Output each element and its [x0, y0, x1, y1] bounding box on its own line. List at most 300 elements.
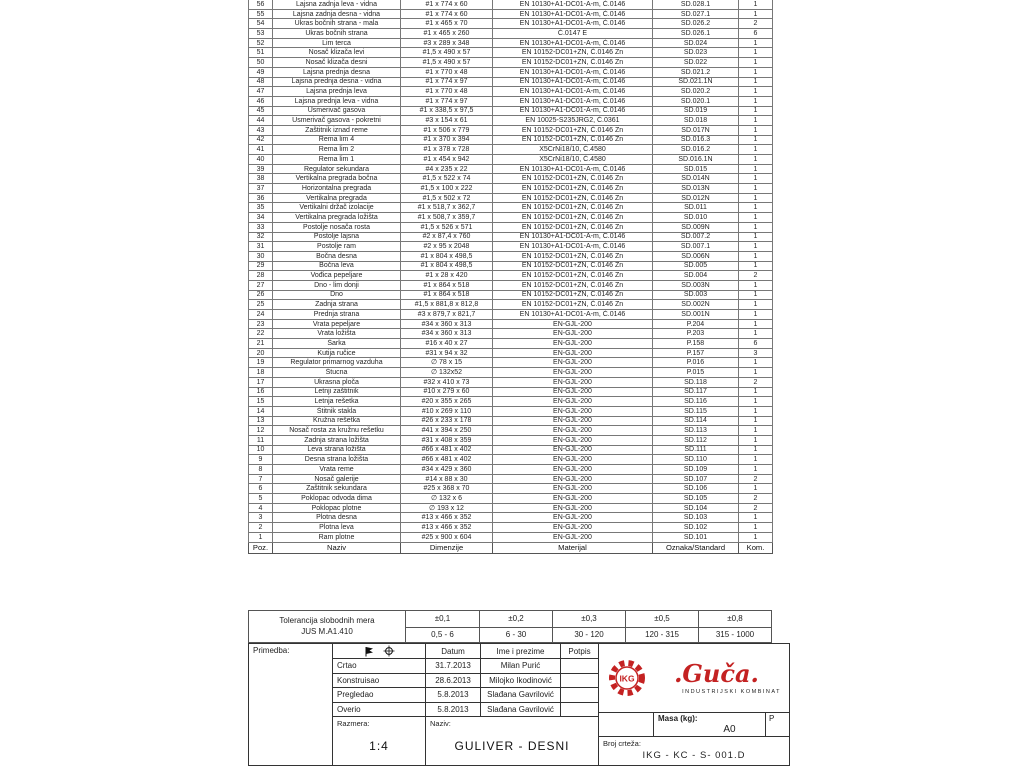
table-cell: EN-GJL-200: [493, 532, 653, 542]
table-cell: 51: [249, 48, 273, 58]
table-cell: 8: [249, 465, 273, 475]
table-cell: Lajsna prednja desna - vidna: [273, 77, 401, 87]
table-cell: 1: [739, 300, 773, 310]
table-cell: 41: [249, 145, 273, 155]
tolerance-block: [248, 610, 772, 643]
table-cell: 28: [249, 271, 273, 281]
table-cell: SD.007.1: [653, 242, 739, 252]
table-cell: #1 x 804 x 498,5: [401, 261, 493, 271]
table-cell: #13 x 466 x 352: [401, 513, 493, 523]
table-cell: Štitnik stakla: [273, 406, 401, 416]
broj-crteza-label: Broj crteža:: [603, 739, 641, 748]
table-row: [249, 435, 773, 445]
table-cell: 2: [739, 271, 773, 281]
table-cell: SD.110: [653, 455, 739, 465]
table-cell: Vrata reme: [273, 465, 401, 475]
table-cell: EN 10152-DC01+ZN, Č.0146 Zn: [493, 261, 653, 271]
table-cell: 22: [249, 329, 273, 339]
table-cell: Postolje lajsna: [273, 232, 401, 242]
table-cell: #1 x 506 x 779: [401, 125, 493, 135]
table-cell: #31 x 408 x 359: [401, 435, 493, 445]
table-cell: 2: [739, 19, 773, 29]
table-cell: EN 10152-DC01+ZN, Č.0146 Zn: [493, 125, 653, 135]
table-row: [249, 116, 773, 126]
signature-rows: [333, 659, 598, 717]
date-value: 28.6.2013: [426, 674, 481, 688]
masa-label: Masa (kg):: [658, 714, 698, 723]
signature-space: [561, 703, 598, 717]
table-cell: 1: [739, 222, 773, 232]
flag-icon: [364, 646, 375, 657]
table-row: [249, 532, 773, 542]
table-cell: #26 x 233 x 178: [401, 416, 493, 426]
table-row: [249, 87, 773, 97]
table-cell: 2: [249, 523, 273, 533]
table-row: [249, 348, 773, 358]
table-cell: 1: [739, 203, 773, 213]
table-cell: Regulator sekundara: [273, 164, 401, 174]
table-cell: Lajsna prednja desna: [273, 67, 401, 77]
table-cell: Poklopac plotne: [273, 503, 401, 513]
title-block: [248, 643, 790, 766]
table-row: [249, 96, 773, 106]
table-cell: 1: [739, 135, 773, 145]
table-cell: SD.009N: [653, 222, 739, 232]
table-cell: SD.118: [653, 377, 739, 387]
table-cell: 18: [249, 368, 273, 378]
table-cell: EN 10152-DC01+ZN, Č.0146 Zn: [493, 48, 653, 58]
table-cell: 1: [739, 0, 773, 9]
table-cell: 1: [739, 193, 773, 203]
table-cell: #1,5 x 490 x 57: [401, 58, 493, 68]
table-cell: 56: [249, 0, 273, 9]
title-block-rows: [333, 644, 598, 765]
table-row: [249, 164, 773, 174]
table-cell: 19: [249, 358, 273, 368]
table-cell: #34 x 360 x 313: [401, 329, 493, 339]
table-cell: 1: [739, 242, 773, 252]
table-cell: 55: [249, 9, 273, 19]
table-cell: 14: [249, 406, 273, 416]
table-cell: EN 10152-DC01+ZN, Č.0146 Zn: [493, 135, 653, 145]
table-cell: #1 x 774 x 60: [401, 0, 493, 9]
table-cell: SD.109: [653, 465, 739, 475]
table-row: [249, 513, 773, 523]
table-row: [249, 67, 773, 77]
table-cell: EN-GJL-200: [493, 426, 653, 436]
table-cell: #34 x 360 x 313: [401, 319, 493, 329]
table-cell: EN 10130+A1-DC01-A-m, Č.0146: [493, 38, 653, 48]
table-cell: 9: [249, 455, 273, 465]
table-cell: 46: [249, 96, 273, 106]
parts-table-header-row: [249, 542, 773, 553]
table-row: [249, 135, 773, 145]
table-cell: Vertikalna pregrada ložišta: [273, 213, 401, 223]
col-header-naziv: Naziv: [273, 542, 401, 553]
role-label: Pregledao: [333, 688, 426, 702]
table-cell: EN 10025-S235JRG2, Č.0361: [493, 116, 653, 126]
table-row: [249, 329, 773, 339]
table-cell: EN 10152-DC01+ZN, Č.0146 Zn: [493, 58, 653, 68]
table-row: [249, 310, 773, 320]
table-cell: 1: [249, 532, 273, 542]
table-cell: Vertikalna pregrada: [273, 193, 401, 203]
table-cell: #1,5 x 502 x 72: [401, 193, 493, 203]
table-cell: Postolje ram: [273, 242, 401, 252]
table-cell: EN-GJL-200: [493, 484, 653, 494]
parts-table-body: [249, 0, 773, 542]
table-cell: 48: [249, 77, 273, 87]
table-cell: #1 x 770 x 48: [401, 67, 493, 77]
table-cell: ∅ 132x52: [401, 368, 493, 378]
table-cell: 33: [249, 222, 273, 232]
table-cell: SD.004: [653, 271, 739, 281]
table-cell: 1: [739, 48, 773, 58]
title-block-left: [249, 644, 599, 765]
role-label: Konstruisao: [333, 674, 426, 688]
table-cell: 1: [739, 465, 773, 475]
table-cell: Šarka: [273, 339, 401, 349]
table-cell: EN-GJL-200: [493, 329, 653, 339]
table-cell: EN 10152-DC01+ZN, Č.0146 Zn: [493, 213, 653, 223]
table-cell: 1: [739, 358, 773, 368]
table-cell: EN-GJL-200: [493, 474, 653, 484]
table-cell: 38: [249, 174, 273, 184]
table-cell: Rema lim 4: [273, 135, 401, 145]
table-cell: #1,5 x 522 x 74: [401, 174, 493, 184]
table-cell: #10 x 279 x 60: [401, 387, 493, 397]
table-cell: 1: [739, 310, 773, 320]
table-row: [249, 251, 773, 261]
table-cell: 1: [739, 280, 773, 290]
table-cell: 20: [249, 348, 273, 358]
table-row: [249, 290, 773, 300]
table-cell: 13: [249, 416, 273, 426]
table-cell: Vođica pepeljare: [273, 271, 401, 281]
table-cell: EN-GJL-200: [493, 416, 653, 426]
table-cell: #1 x 508,7 x 359,7: [401, 213, 493, 223]
table-cell: 45: [249, 106, 273, 116]
name-value: Slađana Gavrilović: [481, 703, 561, 717]
table-cell: 1: [739, 155, 773, 165]
logo-script-text: .Guča.: [674, 659, 759, 689]
table-cell: SD.010: [653, 213, 739, 223]
table-row: [249, 358, 773, 368]
table-cell: 39: [249, 164, 273, 174]
table-row: [249, 339, 773, 349]
table-cell: 36: [249, 193, 273, 203]
table-row: [249, 232, 773, 242]
table-cell: EN 10130+A1-DC01-A-m, Č.0146: [493, 164, 653, 174]
table-cell: SD.007.2: [653, 232, 739, 242]
table-cell: Vrata pepeljare: [273, 319, 401, 329]
table-cell: #25 x 900 x 604: [401, 532, 493, 542]
company-logo: [599, 644, 789, 713]
table-cell: EN 10152-DC01+ZN, Č.0146 Zn: [493, 184, 653, 194]
table-cell: P.203: [653, 329, 739, 339]
table-cell: 25: [249, 300, 273, 310]
tolerance-value: ±0,1: [434, 614, 451, 624]
table-cell: SD.116: [653, 397, 739, 407]
table-cell: #31 x 94 x 32: [401, 348, 493, 358]
table-cell: SD.103: [653, 513, 739, 523]
table-cell: EN-GJL-200: [493, 513, 653, 523]
signature-space: [561, 674, 598, 688]
table-cell: SD.011: [653, 203, 739, 213]
table-cell: 6: [739, 29, 773, 39]
table-cell: SD.102: [653, 523, 739, 533]
table-cell: EN 10152-DC01+ZN, Č.0146 Zn: [493, 300, 653, 310]
table-cell: X5CrNi18/10, Č.4580: [493, 145, 653, 155]
table-cell: Lim terca: [273, 38, 401, 48]
masa-row: [599, 713, 789, 737]
table-cell: ∅ 193 x 12: [401, 503, 493, 513]
table-row: [249, 319, 773, 329]
table-cell: 1: [739, 368, 773, 378]
table-row: [249, 38, 773, 48]
broj-crteza-value: IKG - KC - S- 001.D: [642, 750, 746, 761]
table-cell: #3 x 289 x 348: [401, 38, 493, 48]
table-cell: #1,5 x 881,8 x 812,8: [401, 300, 493, 310]
table-cell: 52: [249, 38, 273, 48]
table-cell: EN-GJL-200: [493, 523, 653, 533]
table-cell: SD.106: [653, 484, 739, 494]
table-cell: P.015: [653, 368, 739, 378]
table-cell: #34 x 429 x 360: [401, 465, 493, 475]
table-cell: SD.013N: [653, 184, 739, 194]
naziv-cell: [426, 717, 598, 765]
table-cell: 15: [249, 397, 273, 407]
table-cell: 1: [739, 232, 773, 242]
table-cell: 1: [739, 455, 773, 465]
table-row: [249, 523, 773, 533]
table-cell: 1: [739, 213, 773, 223]
table-cell: SD.012N: [653, 193, 739, 203]
table-cell: SD.020.1: [653, 96, 739, 106]
table-cell: #1 x 465 x 70: [401, 19, 493, 29]
table-cell: #1 x 770 x 48: [401, 87, 493, 97]
table-cell: Lajsna prednja leva: [273, 87, 401, 97]
table-row: [249, 77, 773, 87]
razmera-label: Razmera:: [337, 719, 370, 728]
table-cell: SD.113: [653, 426, 739, 436]
table-cell: SD.117: [653, 387, 739, 397]
table-row: [249, 203, 773, 213]
table-cell: Usmerivač gasova: [273, 106, 401, 116]
table-cell: ∅ 132 x 6: [401, 494, 493, 504]
table-cell: EN-GJL-200: [493, 319, 653, 329]
logo-subtext: INDUSTRIJSKI KOMBINAT: [682, 688, 781, 695]
table-cell: EN-GJL-200: [493, 348, 653, 358]
tolerance-range: 0,5 - 6: [406, 627, 479, 643]
table-cell: 21: [249, 339, 273, 349]
table-cell: Nosač klizača levi: [273, 48, 401, 58]
table-row: [249, 125, 773, 135]
table-cell: 1: [739, 445, 773, 455]
signature-space: [561, 659, 598, 673]
table-cell: P.157: [653, 348, 739, 358]
table-cell: #1 x 804 x 498,5: [401, 251, 493, 261]
table-cell: EN 10130+A1-DC01-A-m, Č.0146: [493, 0, 653, 9]
parts-table: [248, 0, 773, 554]
table-cell: Vertikalna pregrada bočna: [273, 174, 401, 184]
table-cell: 1: [739, 116, 773, 126]
table-cell: Letnji zaštitnik: [273, 387, 401, 397]
projection-symbol-icon: [383, 645, 395, 657]
table-cell: EN 10152-DC01+ZN, Č.0146 Zn: [493, 174, 653, 184]
table-cell: SD.026.1: [653, 29, 739, 39]
table-cell: SD.016.3: [653, 135, 739, 145]
table-cell: 1: [739, 58, 773, 68]
svg-text:IKG: IKG: [619, 673, 635, 684]
table-cell: P.016: [653, 358, 739, 368]
table-cell: 1: [739, 96, 773, 106]
table-cell: SD.001N: [653, 310, 739, 320]
table-cell: Rema lim 1: [273, 155, 401, 165]
table-cell: #4 x 235 x 22: [401, 164, 493, 174]
table-cell: 1: [739, 67, 773, 77]
table-cell: EN 10130+A1-DC01-A-m, Č.0146: [493, 242, 653, 252]
table-cell: #1 x 465 x 260: [401, 29, 493, 39]
table-cell: SD.006N: [653, 251, 739, 261]
table-cell: SD.019: [653, 106, 739, 116]
table-cell: EN-GJL-200: [493, 435, 653, 445]
table-row: [249, 19, 773, 29]
table-cell: 12: [249, 426, 273, 436]
table-cell: 1: [739, 435, 773, 445]
table-cell: 1: [739, 261, 773, 271]
table-cell: Usmerivač gasova - pokretni: [273, 116, 401, 126]
table-cell: 2: [739, 503, 773, 513]
table-cell: Dno - lim donji: [273, 280, 401, 290]
table-cell: Nosač galerije: [273, 474, 401, 484]
tolerance-value: ±0,2: [479, 611, 552, 627]
table-cell: EN 10130+A1-DC01-A-m, Č.0146: [493, 87, 653, 97]
signature-row: [333, 674, 598, 689]
table-cell: #10 x 269 x 110: [401, 406, 493, 416]
table-row: [249, 9, 773, 19]
table-cell: EN-GJL-200: [493, 445, 653, 455]
table-cell: Lajsna zadnja desna - vidna: [273, 9, 401, 19]
table-cell: #2 x 95 x 2048: [401, 242, 493, 252]
table-cell: Bočna leva: [273, 261, 401, 271]
table-cell: 2: [739, 494, 773, 504]
table-cell: X5CrNi18/10, Č.4580: [493, 155, 653, 165]
header-datum: Datum: [426, 644, 481, 658]
tolerance-value: ±0,5: [625, 611, 698, 627]
table-cell: Prednja strana: [273, 310, 401, 320]
tolerance-range: 120 - 315: [625, 627, 698, 643]
primedba-label: Primedba:: [253, 646, 290, 655]
table-cell: #66 x 481 x 402: [401, 445, 493, 455]
table-cell: Letnja rešetka: [273, 397, 401, 407]
table-cell: EN-GJL-200: [493, 339, 653, 349]
primedba-cell: [249, 644, 333, 765]
table-cell: 7: [249, 474, 273, 484]
table-cell: 54: [249, 19, 273, 29]
table-cell: SD.107: [653, 474, 739, 484]
date-value: 31.7.2013: [426, 659, 481, 673]
table-cell: 1: [739, 38, 773, 48]
table-row: [249, 222, 773, 232]
table-cell: Dno: [273, 290, 401, 300]
drawing-number-cell: [599, 737, 789, 765]
table-cell: EN 10152-DC01+ZN, Č.0146 Zn: [493, 280, 653, 290]
right-edge-fragment: P: [765, 713, 789, 736]
table-cell: SD.027.1: [653, 9, 739, 19]
table-row: [249, 58, 773, 68]
header-potpis: Potpis: [568, 646, 591, 656]
table-cell: 1: [739, 532, 773, 542]
table-cell: 1: [739, 174, 773, 184]
table-cell: 1: [739, 125, 773, 135]
table-cell: SD.017N: [653, 125, 739, 135]
table-row: [249, 280, 773, 290]
table-row: [249, 406, 773, 416]
table-cell: 1: [739, 145, 773, 155]
tolerance-range: 6 - 30: [479, 627, 552, 643]
table-cell: 30: [249, 251, 273, 261]
table-cell: Kutija ručice: [273, 348, 401, 358]
table-cell: #1 x 864 x 518: [401, 280, 493, 290]
table-cell: Plotna leva: [273, 523, 401, 533]
table-row: [249, 465, 773, 475]
table-cell: P.158: [653, 339, 739, 349]
table-cell: #1,5 x 100 x 222: [401, 184, 493, 194]
table-cell: EN-GJL-200: [493, 455, 653, 465]
table-cell: SD.005: [653, 261, 739, 271]
table-cell: 37: [249, 184, 273, 194]
table-cell: 1: [739, 406, 773, 416]
table-cell: 53: [249, 29, 273, 39]
table-cell: #1 x 518,7 x 362,7: [401, 203, 493, 213]
table-cell: EN 10130+A1-DC01-A-m, Č.0146: [493, 67, 653, 77]
name-value: Slađana Gavrilović: [481, 688, 561, 702]
table-cell: 1: [739, 387, 773, 397]
table-cell: 49: [249, 67, 273, 77]
table-row: [249, 213, 773, 223]
signature-row: [333, 659, 598, 674]
table-cell: Rema lim 2: [273, 145, 401, 155]
table-row: [249, 455, 773, 465]
table-cell: 1: [739, 87, 773, 97]
table-cell: EN-GJL-200: [493, 377, 653, 387]
table-cell: 1: [739, 397, 773, 407]
table-row: [249, 155, 773, 165]
razmera-value: 1:4: [369, 738, 389, 753]
table-row: [249, 445, 773, 455]
table-cell: #1 x 774 x 60: [401, 9, 493, 19]
table-cell: 1: [739, 106, 773, 116]
col-header-materijal: Materijal: [493, 542, 653, 553]
table-cell: 2: [739, 377, 773, 387]
table-cell: SD.104: [653, 503, 739, 513]
tolerance-label: [249, 611, 406, 642]
table-cell: 42: [249, 135, 273, 145]
table-cell: #20 x 355 x 265: [401, 397, 493, 407]
table-row: [249, 503, 773, 513]
table-cell: Nosač klizača desni: [273, 58, 401, 68]
col-header-poz: Poz.: [249, 542, 273, 553]
table-cell: EN 10130+A1-DC01-A-m, Č.0146: [493, 9, 653, 19]
table-cell: EN 10152-DC01+ZN, Č.0146 Zn: [493, 290, 653, 300]
table-row: [249, 261, 773, 271]
table-cell: SD.028.1: [653, 0, 739, 9]
table-cell: EN 10152-DC01+ZN, Č.0146 Zn: [493, 271, 653, 281]
table-cell: SD.101: [653, 532, 739, 542]
table-row: [249, 242, 773, 252]
table-cell: Č.0147 E: [493, 29, 653, 39]
